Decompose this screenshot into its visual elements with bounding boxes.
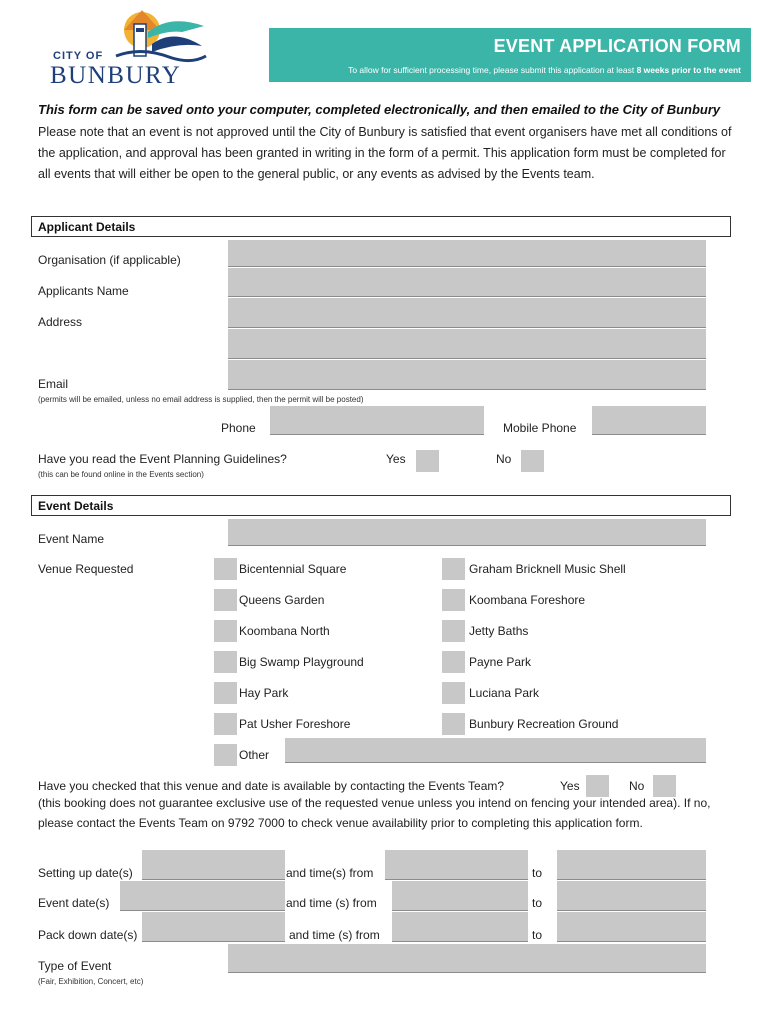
venue-other-checkbox[interactable] <box>214 744 237 766</box>
setup-time-from-input[interactable] <box>385 850 528 880</box>
guidelines-yes-label: Yes <box>386 452 406 466</box>
packdown-time-from-input[interactable] <box>392 912 528 942</box>
phone-label: Phone <box>221 421 256 435</box>
email-input[interactable] <box>228 360 706 390</box>
logo-emblem-icon <box>112 6 208 64</box>
venue-option-label: Big Swamp Playground <box>239 655 364 669</box>
venue-checkbox[interactable] <box>442 558 465 580</box>
event-date-label: Event date(s) <box>38 896 110 910</box>
event-time-from-input[interactable] <box>392 881 528 911</box>
event-name-label: Event Name <box>38 532 105 546</box>
venue-option-label: Koombana North <box>239 624 330 638</box>
packdown-date-input[interactable] <box>142 912 285 942</box>
availability-yes-label: Yes <box>560 779 580 793</box>
address-label: Address <box>38 315 83 329</box>
title-banner <box>269 28 751 82</box>
guidelines-no-checkbox[interactable] <box>521 450 544 472</box>
setup-time-label: and time(s) from <box>286 866 374 880</box>
venue-checkbox[interactable] <box>214 589 237 611</box>
venue-other-input[interactable] <box>285 738 706 763</box>
email-label: Email <box>38 377 69 391</box>
event-type-note: (Fair, Exhibition, Concert, etc) <box>38 977 144 986</box>
setup-date-label: Setting up date(s) <box>38 866 133 880</box>
event-details-heading: Event Details <box>31 495 731 516</box>
form-subtitle: To allow for sufficient processing time, please submit this application at least 8 weeks prior to the event <box>348 65 741 75</box>
venue-checkbox[interactable] <box>442 682 465 704</box>
packdown-time-to-input[interactable] <box>557 912 706 942</box>
organisation-label: Organisation (if applicable) <box>38 253 181 267</box>
venue-checkbox[interactable] <box>214 620 237 642</box>
event-to-label: to <box>532 896 543 910</box>
venue-checkbox[interactable] <box>214 558 237 580</box>
venue-option-label: Koombana Foreshore <box>469 593 586 607</box>
address-input-line1[interactable] <box>228 298 706 328</box>
organisation-input[interactable] <box>228 240 706 267</box>
mobile-label: Mobile Phone <box>503 421 577 435</box>
phone-input[interactable] <box>270 406 484 435</box>
venue-checkbox[interactable] <box>442 651 465 673</box>
venue-option-label: Jetty Baths <box>469 624 529 638</box>
guidelines-no-label: No <box>496 452 512 466</box>
email-note: (permits will be emailed, unless no email address is supplied, then the permit will be posted) <box>38 395 364 404</box>
event-date-input[interactable] <box>120 881 285 911</box>
venue-label: Venue Requested <box>38 562 134 576</box>
logo-name-text: BUNBURY <box>50 62 182 89</box>
address-input-line2[interactable] <box>228 329 706 359</box>
form-title: EVENT APPLICATION FORM <box>493 36 741 56</box>
venue-option-label: Bunbury Recreation Ground <box>469 717 619 731</box>
guidelines-yes-checkbox[interactable] <box>416 450 439 472</box>
event-time-label: and time (s) from <box>286 896 377 910</box>
venue-option-label: Luciana Park <box>469 686 540 700</box>
event-type-label: Type of Event <box>38 959 112 973</box>
event-type-input[interactable] <box>228 944 706 973</box>
venue-checkbox[interactable] <box>442 713 465 735</box>
venue-checkbox[interactable] <box>214 713 237 735</box>
setup-to-label: to <box>532 866 543 880</box>
intro-bold-line: This form can be saved onto your computer, completed electronically, and then emailed to the City of Bunbury <box>38 102 721 117</box>
availability-note: (this booking does not guarantee exclusive use of the requested venue unless you intend on fencing your intended area). If no, please contact the Events Team on 9792 7000 to check venue availability prior to completing this application form. <box>38 796 711 830</box>
venue-checkbox[interactable] <box>214 651 237 673</box>
logo-city-text: CITY OF <box>53 50 104 62</box>
event-time-to-input[interactable] <box>557 881 706 911</box>
venue-option-label: Bicentennial Square <box>239 562 347 576</box>
packdown-to-label: to <box>532 928 543 942</box>
venue-other-label: Other <box>239 748 270 762</box>
packdown-date-label: Pack down date(s) <box>38 928 138 942</box>
guidelines-question: Have you read the Event Planning Guidelines? <box>38 452 287 466</box>
venue-option-label: Payne Park <box>469 655 532 669</box>
venue-option-label: Hay Park <box>239 686 289 700</box>
applicant-details-heading: Applicant Details <box>31 216 731 237</box>
venue-checkbox[interactable] <box>442 620 465 642</box>
venue-option-label: Graham Bricknell Music Shell <box>469 562 626 576</box>
venue-checkbox[interactable] <box>214 682 237 704</box>
event-name-input[interactable] <box>228 519 706 546</box>
venue-option-label: Queens Garden <box>239 593 325 607</box>
guidelines-note: (this can be found online in the Events section) <box>38 470 204 479</box>
setup-time-to-input[interactable] <box>557 850 706 880</box>
mobile-input[interactable] <box>592 406 706 435</box>
availability-no-label: No <box>629 779 645 793</box>
city-logo <box>50 6 210 90</box>
applicant-name-input[interactable] <box>228 268 706 297</box>
availability-question: Have you checked that this venue and date is available by contacting the Events Team? <box>38 779 505 793</box>
intro-body: Please note that an event is not approved until the City of Bunbury is satisfied that event organisers have met all conditions of the application, and approval has been granted in writing in the form of a permit. This application form must be completed for all events that will either be open to the general public, or any events as advised by the Events team. <box>38 125 732 181</box>
venue-option-label: Pat Usher Foreshore <box>239 717 351 731</box>
packdown-time-label: and time (s) from <box>289 928 380 942</box>
venue-checkbox[interactable] <box>442 589 465 611</box>
applicant-name-label: Applicants Name <box>38 284 129 298</box>
setup-date-input[interactable] <box>142 850 285 880</box>
